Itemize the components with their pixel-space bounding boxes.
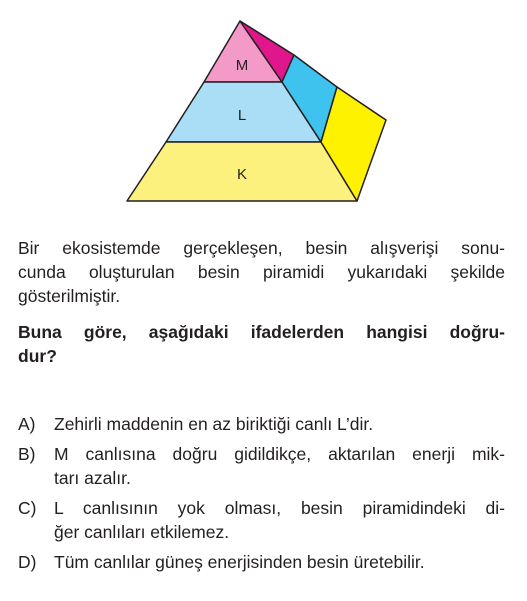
option-c[interactable] [18,496,505,544]
level-label-m: M [235,57,249,74]
level-label-k: K [236,166,248,183]
option-letter: B) [18,444,36,464]
option-b[interactable] [18,442,505,490]
level-label-l: L [237,107,247,124]
question-intro [18,236,505,308]
prompt-line: dur? [18,346,57,366]
option-text: Tüm canlılar güneş enerjisinden besin üretebilir. [54,552,425,572]
option-text: tarı azalır. [54,468,131,488]
option-text: L canlısının yok olması, besin piramidindeki di- [54,498,505,518]
option-text: ğer canlıları etkilemez. [54,522,230,542]
option-letter: C) [18,498,37,518]
intro-line: Bir ekosistemde gerçekleşen, besin alışverişi sonu- [18,238,505,258]
question-prompt [18,320,505,368]
food-pyramid-figure [0,0,527,215]
prompt-line: Buna göre, aşağıdaki ifadelerden hangisi doğru- [18,322,505,342]
intro-line: gösterilmiştir. [18,286,121,306]
option-a[interactable] [18,412,505,436]
option-d[interactable] [18,550,505,574]
option-letter: A) [18,414,36,434]
answer-options [18,412,505,580]
option-text: Zehirli maddenin en az biriktiği canlı L’dir. [54,414,374,434]
option-text: M canlısına doğru gidildikçe, aktarılan enerji mik- [54,444,505,464]
intro-line: cunda oluşturulan besin piramidi yukarıdaki şekilde [18,262,505,282]
option-letter: D) [18,552,37,572]
